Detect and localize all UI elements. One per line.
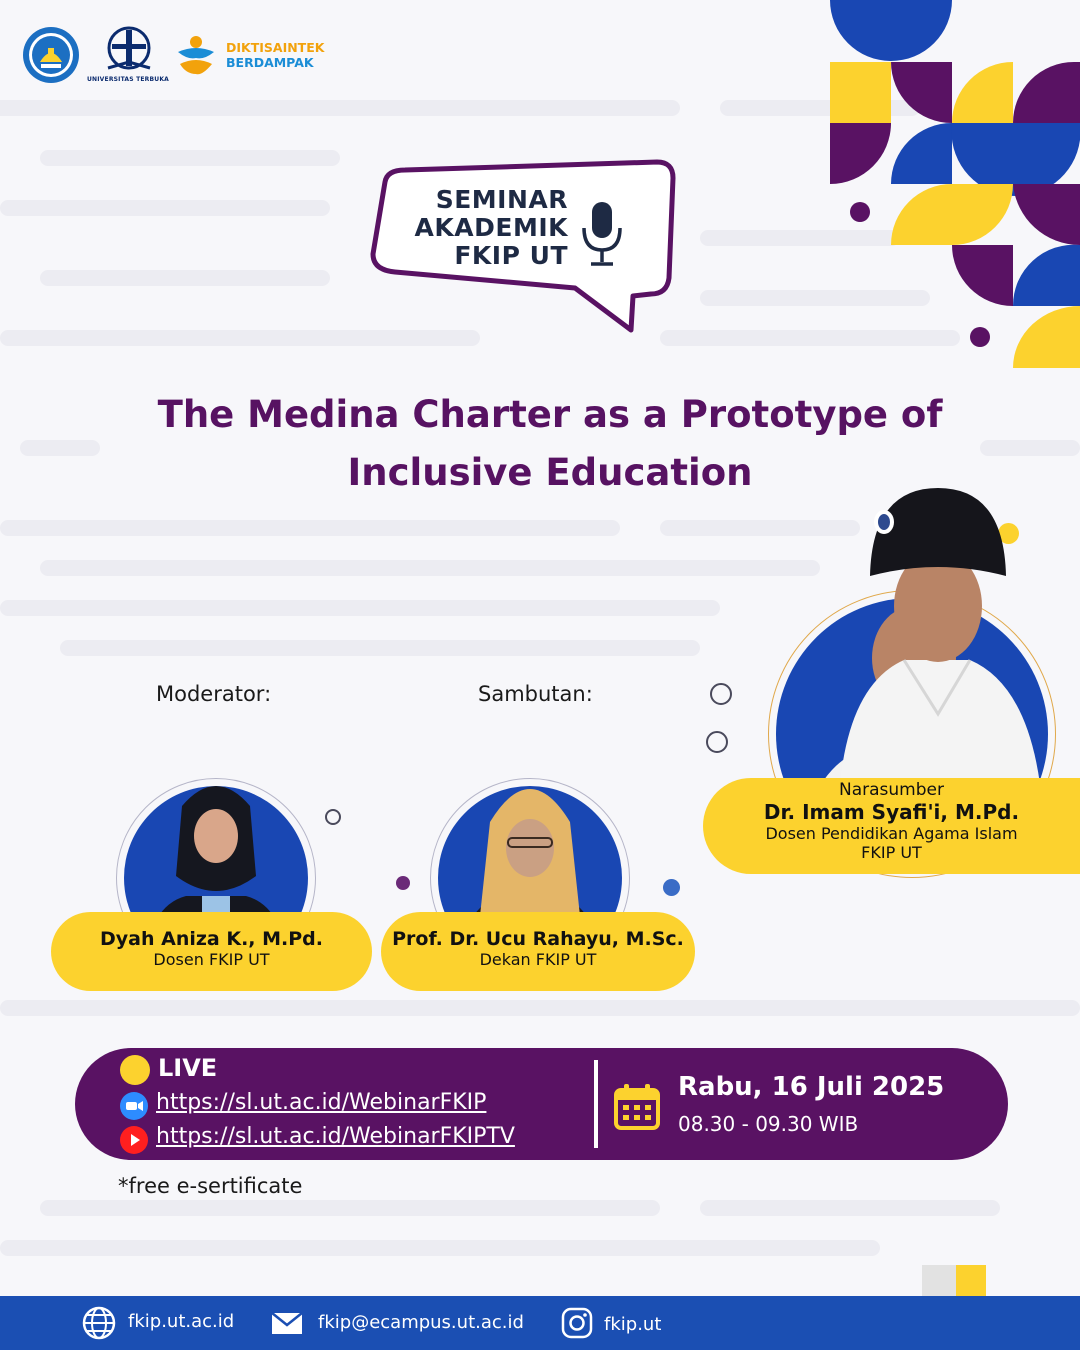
globe-icon xyxy=(82,1306,116,1340)
narasumber-label: Narasumber xyxy=(839,780,944,800)
diktisaintek-logo-text xyxy=(226,40,324,70)
sambutan-name: Prof. Dr. Ucu Rahayu, M.Sc. xyxy=(392,928,684,950)
narasumber-position-line2: FKIP UT xyxy=(861,843,922,862)
ut-logo-label: UNIVERSITAS TERBUKA xyxy=(86,76,170,83)
diktisaintek-logo-mark xyxy=(174,34,218,78)
sambutan-position: Dekan FKIP UT xyxy=(479,950,597,969)
zoom-link[interactable]: https://sl.ut.ac.id/WebinarFKIP xyxy=(156,1090,487,1115)
microphone-icon xyxy=(578,198,626,270)
geometric-decoration xyxy=(830,0,1080,370)
sambutan-label: Sambutan: xyxy=(478,682,593,706)
seminar-badge xyxy=(398,186,568,270)
event-date: Rabu, 16 Juli 2025 xyxy=(678,1072,945,1102)
badge-line3: FKIP UT xyxy=(454,241,568,270)
zoom-icon xyxy=(120,1092,148,1120)
badge-line1: SEMINAR xyxy=(435,185,568,214)
mail-icon xyxy=(270,1306,304,1340)
decor-dot xyxy=(396,876,410,890)
live-label: LIVE xyxy=(158,1054,218,1082)
youtube-link[interactable]: https://sl.ut.ac.id/WebinarFKIPTV xyxy=(156,1124,515,1149)
calendar-icon xyxy=(612,1082,662,1132)
email-link[interactable]: fkip@ecampus.ut.ac.id xyxy=(318,1312,524,1333)
decor-ring xyxy=(710,683,732,705)
instagram-icon xyxy=(560,1306,594,1340)
title-line2: Inclusive Education xyxy=(347,451,753,494)
narasumber-portrait-overlay xyxy=(800,484,1070,784)
decor-ring xyxy=(325,809,341,825)
narasumber-position-line1: Dosen Pendidikan Agama Islam xyxy=(765,824,1018,843)
narasumber-name: Dr. Imam Syafi'i, M.Pd. xyxy=(763,800,1020,824)
youtube-icon xyxy=(120,1126,148,1154)
dikti-line1: DIKTISAINTEK xyxy=(226,40,325,55)
moderator-label: Moderator: xyxy=(156,682,272,706)
event-time: 08.30 - 09.30 WIB xyxy=(678,1112,859,1136)
badge-line2: AKADEMIK xyxy=(414,213,568,242)
decor-dot xyxy=(663,879,680,896)
certificate-note: *free e-sertificate xyxy=(118,1174,303,1198)
website-link[interactable]: fkip.ut.ac.id xyxy=(128,1311,235,1332)
decor-ring xyxy=(706,731,728,753)
sambutan-card xyxy=(381,912,695,991)
event-divider xyxy=(594,1060,598,1148)
kemendikbud-logo xyxy=(22,26,80,84)
moderator-name: Dyah Aniza K., M.Pd. xyxy=(100,928,323,950)
narasumber-card xyxy=(703,778,1080,874)
dikti-line2: BERDAMPAK xyxy=(226,55,314,70)
moderator-position: Dosen FKIP UT xyxy=(153,950,270,969)
title-line1: The Medina Charter as a Prototype of xyxy=(157,393,943,436)
moderator-card xyxy=(51,912,372,991)
live-indicator-icon xyxy=(120,1055,150,1085)
instagram-link[interactable]: fkip.ut xyxy=(604,1314,662,1335)
